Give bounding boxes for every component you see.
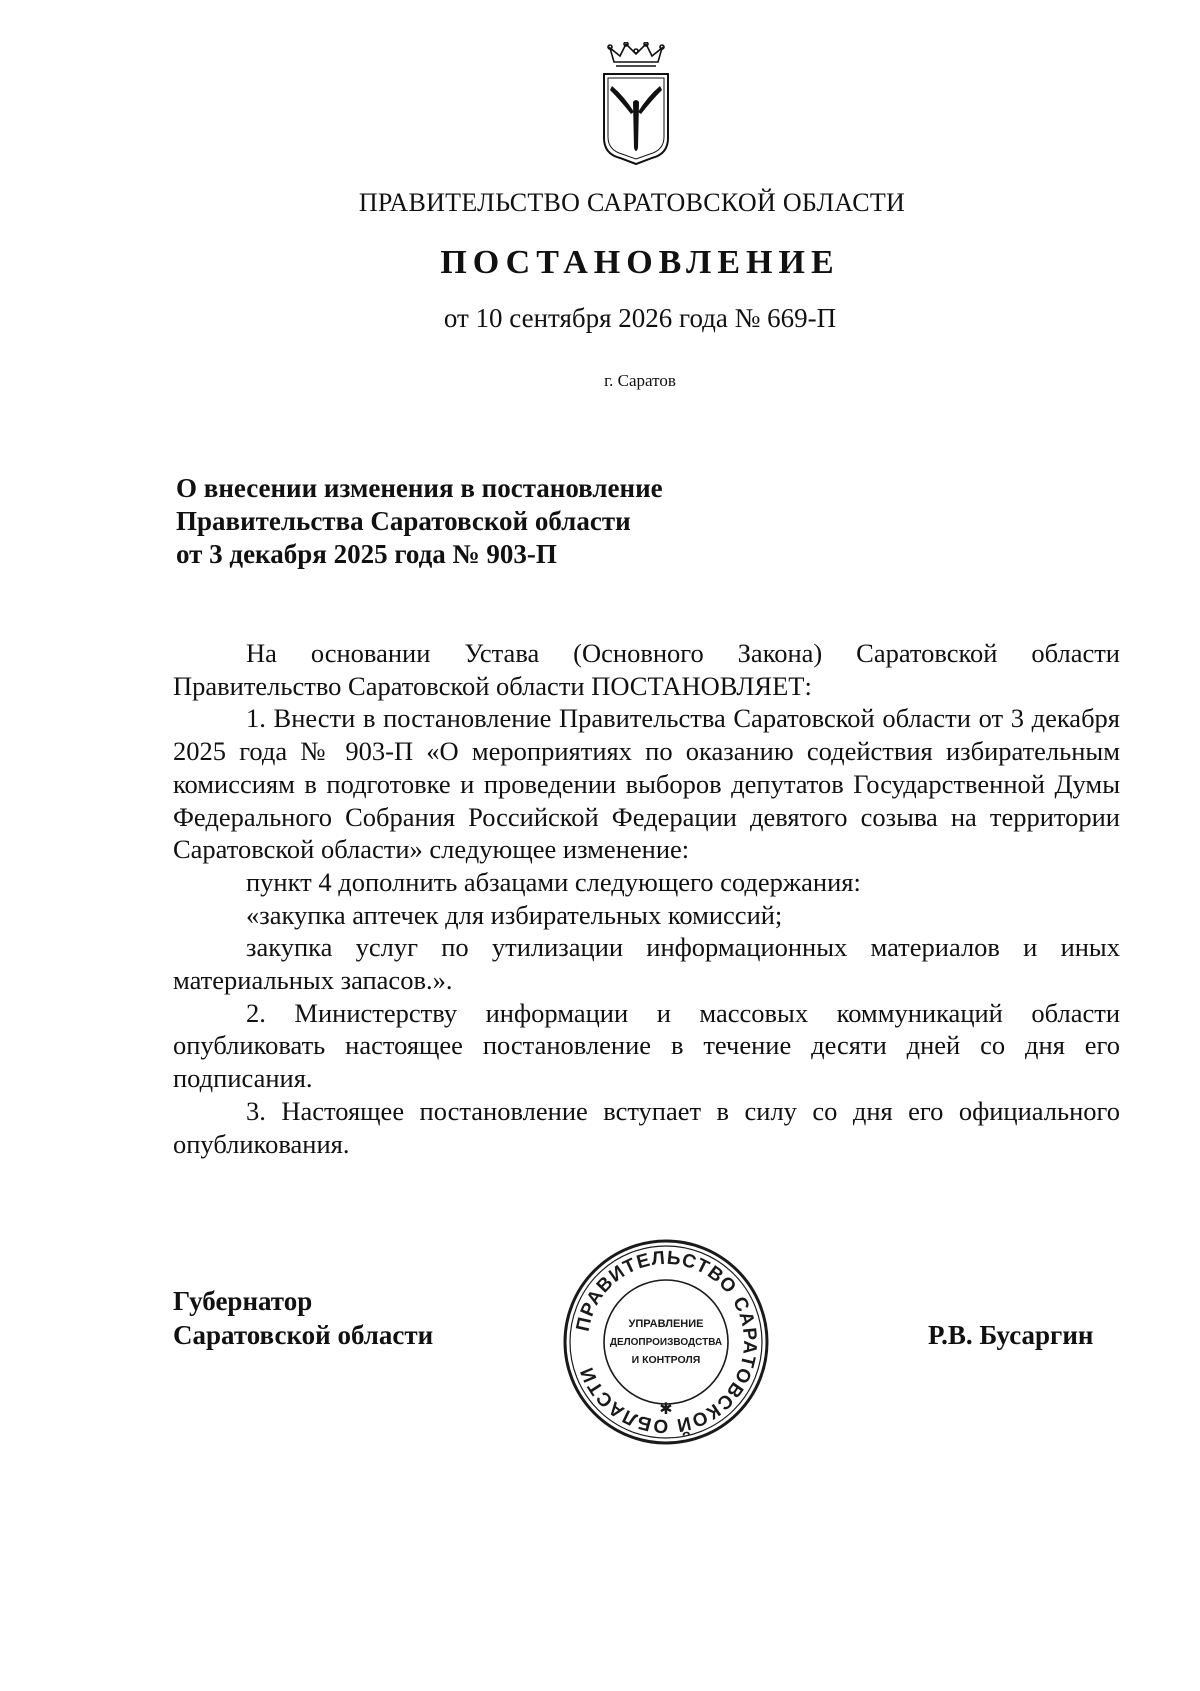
document-date-number: от 10 сентября 2026 года № 669-П [443, 303, 837, 333]
organization-name: ПРАВИТЕЛЬСТВО САРАТОВСКОЙ ОБЛАСТИ [358, 188, 906, 217]
body-paragraph: На основании Устава (Основного Закона) Саратовской области Правительство Саратовской области ПОСТАНОВЛЯЕТ: [173, 638, 1120, 701]
body-paragraph: «закупка аптечек для избирательных комиссий; [246, 899, 783, 930]
document-body [173, 637, 1120, 1160]
body-paragraph: 3. Настоящее постановление вступает в силу со дня его официального опубликования. [173, 1095, 1120, 1159]
signatory-title [173, 1284, 433, 1352]
seal-inner-line: ДЕЛОПРОИЗВОДСТВА [609, 1337, 723, 1348]
seal-inner-line: И КОНТРОЛЯ [631, 1354, 701, 1366]
body-paragraph: закупка услуг по утилизации информационных материалов и иных материальных запасов.». [173, 932, 1120, 996]
signatory-title-line: Саратовской области [173, 1320, 434, 1350]
document-place: г. Саратов [604, 371, 676, 390]
signatory-title-line: Губернатор [173, 1286, 313, 1316]
subject-line: Правительства Саратовской области [176, 506, 631, 536]
coat-of-arms-icon [596, 42, 676, 168]
svg-text:✱: ✱ [659, 1401, 673, 1418]
document-type-heading: ПОСТАНОВЛЕНИЕ [440, 244, 840, 281]
signatory-name: Р.В. Бусаргин [928, 1320, 1094, 1350]
subject-line: от 3 декабря 2025 года № 903-П [176, 539, 557, 569]
seal-outer-text: ПРАВИТЕЛЬСТВО САРАТОВСКОЙ ОБЛАСТИ [572, 1247, 761, 1437]
body-paragraph: пункт 4 дополнить абзацами следующего содержания: [246, 866, 861, 897]
subject-line: О внесении изменения в постановление [176, 473, 663, 503]
document-subject [176, 472, 876, 571]
body-paragraph: 1. Внести в постановление Правительства Саратовской области от 3 декабря 2025 года № 903-П «О мероприятиях по оказанию содействия избирательным комиссиям в подготовке и проведении выборов депутатов Государственной Думы Федерального Собрания Российской Федерации девятого созыва на территории Саратовской области» следующее изменение: [173, 703, 1120, 865]
seal-inner-line: УПРАВЛЕНИЕ [628, 1318, 704, 1330]
body-paragraph: 2. Министерству информации и массовых коммуникаций области опубликовать настоящее постановление в течение десяти дней со дня его подписания. [173, 997, 1120, 1094]
official-seal [561, 1237, 771, 1447]
